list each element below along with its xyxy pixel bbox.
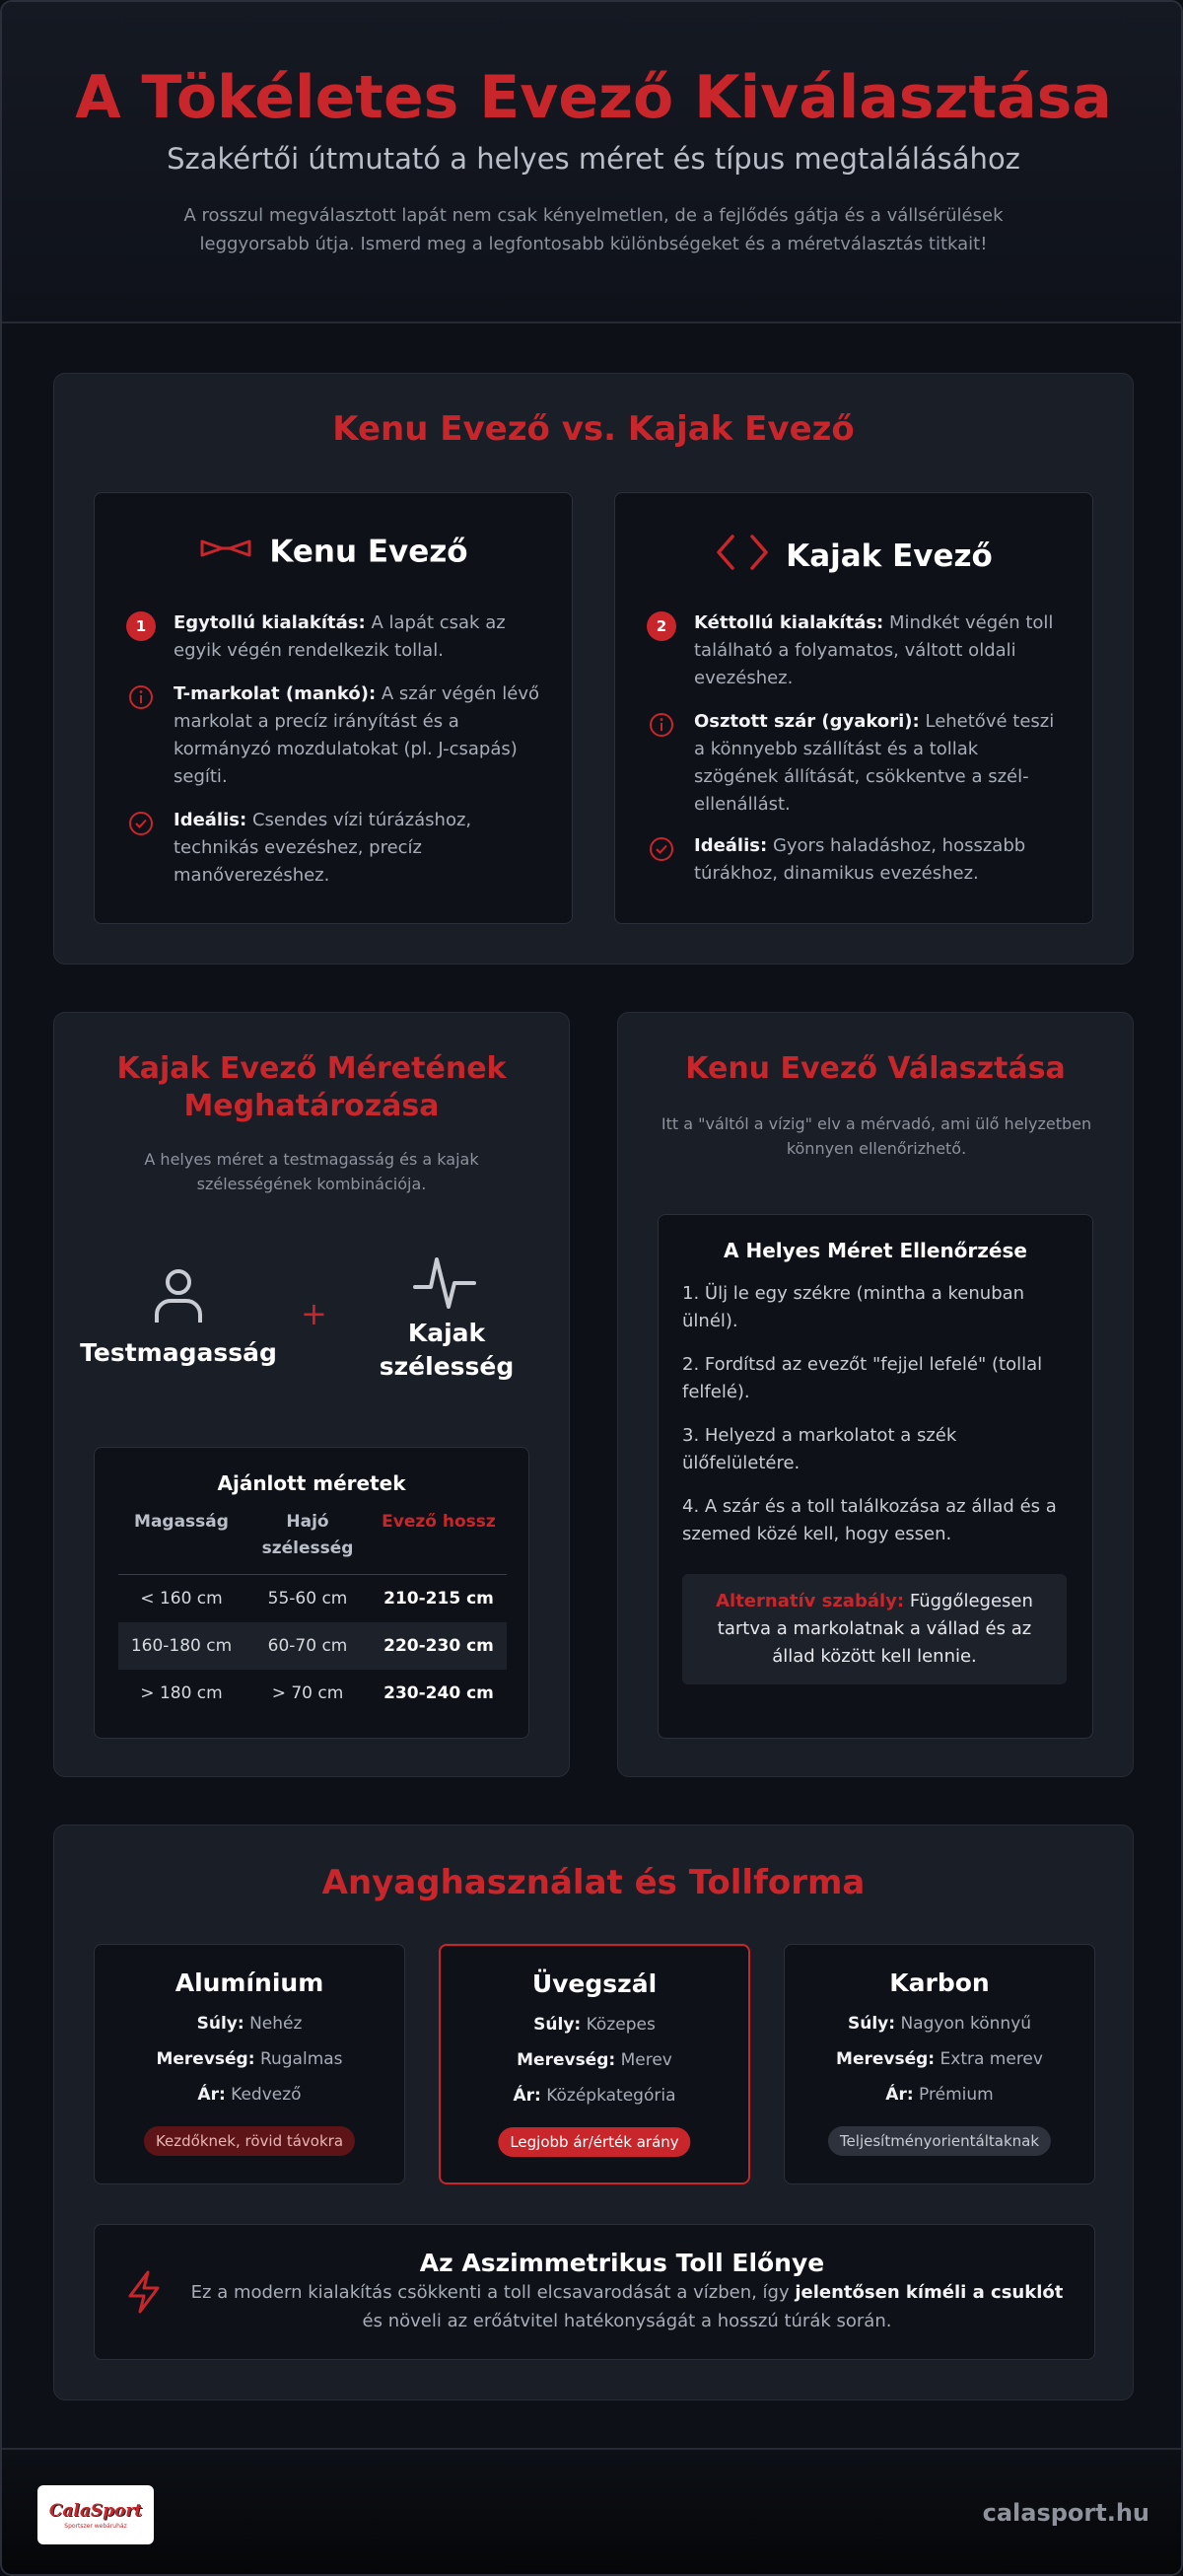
weight-label: Súly:: [847, 2014, 896, 2034]
canoe-paddle-icon: [198, 534, 253, 571]
asymmetric-blade-title: Az Aszimmetrikus Toll Előnye: [419, 2249, 825, 2277]
table-row: [118, 1670, 507, 1717]
canoe-choice-section: [617, 1012, 1134, 1777]
material-badge: Kezdőknek, rövid távokra: [144, 2126, 355, 2156]
stiffness-label: Merevség:: [836, 2049, 936, 2069]
logo-wordmark: CalaSport: [48, 2501, 143, 2521]
feature-text: A szár végén lévő markolat a precíz irányítást és a kormányzó mozdulatokat (pl. J-csapás) segíti.: [174, 683, 540, 787]
kayak-card-header: [615, 533, 1092, 580]
page-intro: A rosszul megválasztott lapát nem csak kényelmetlen, de a fejlődés gátja és a vállsérülések leggyorsabb útja. Ismerd meg a legfontosabb különbségeket és a méretválasztás titkait!: [183, 205, 1004, 254]
feature-text: Mindkét végén toll található a folyamatos, váltott oldali evezéshez.: [694, 612, 1054, 688]
logo-tagline: Sportszer webáruház: [64, 2523, 127, 2530]
weight-value: Nagyon könnyű: [900, 2014, 1032, 2034]
material-card-aluminium: [94, 1944, 405, 2184]
size-table-title: Ajánlott méretek: [217, 1471, 406, 1495]
table-row: [118, 1622, 507, 1670]
material-badge: Legjobb ár/érték arány: [498, 2127, 690, 2157]
feature-label: Ideális:: [174, 810, 247, 830]
feature-label: Osztott szár (gyakori):: [694, 711, 920, 732]
waveform-icon: [413, 1253, 476, 1317]
size-check-card: [658, 1214, 1093, 1739]
alternative-rule-box: [682, 1574, 1067, 1684]
table-cell: 210-215 cm: [371, 1575, 507, 1622]
number-badge: 1: [126, 611, 156, 641]
material-badge: Teljesítményorientáltaknak: [828, 2126, 1051, 2156]
size-check-title: A Helyes Méret Ellenőrzése: [724, 1239, 1027, 1262]
stiffness-label: Merevség:: [156, 2049, 255, 2069]
info-icon: [647, 710, 676, 740]
comparison-title: Kenu Evező vs. Kajak Evező: [332, 409, 855, 449]
page-subtitle: Szakértői útmutató a helyes méret és típus megtalálásához: [167, 142, 1020, 176]
stiffness-value: Extra merev: [939, 2049, 1043, 2069]
feature-text: Lehetővé teszi a könnyebb szállítást és a tollak szögének állítását, csökkentve a szél-ellenállást.: [694, 711, 1055, 815]
table-header: Evező hossz: [382, 1512, 496, 1532]
materials-title: Anyaghasználat és Tollforma: [321, 1863, 866, 1902]
table-cell: > 180 cm: [140, 1682, 223, 1703]
canoe-card-header: [95, 533, 572, 571]
material-weight: [441, 2015, 748, 2035]
weight-value: Nehéz: [249, 2014, 303, 2034]
material-name: Alumínium: [174, 1968, 324, 1997]
check-step-4: 4. A szár és a toll találkozása az állad és a szemed közé kell, hogy essen.: [682, 1496, 1057, 1544]
materials-section: [53, 1825, 1134, 2400]
table-cell: > 70 cm: [271, 1682, 344, 1703]
kayak-card-title: Kajak Evező: [786, 538, 993, 574]
check-circle-icon: [647, 834, 676, 864]
page-header: [2, 2, 1183, 323]
check-circle-icon: [126, 809, 156, 838]
weight-label: Súly:: [533, 2015, 582, 2035]
lightning-icon: [124, 2270, 164, 2318]
feature-text: A lapát csak az egyik végén rendelkezik tollal.: [174, 612, 506, 661]
asymmetric-blade-text: [183, 2278, 1071, 2335]
canoe-feature-1: [126, 609, 540, 665]
price-value: Prémium: [919, 2085, 994, 2105]
table-cell: < 160 cm: [118, 1575, 244, 1622]
stiffness-value: Rugalmas: [259, 2049, 343, 2069]
canoe-choice-title: Kenu Evező Választása: [685, 1051, 1066, 1086]
material-price: [441, 2086, 748, 2106]
material-weight: [785, 2014, 1094, 2034]
kayak-feature-3: [647, 832, 1061, 888]
canoe-card: [94, 492, 573, 924]
stiffness-value: Merev: [620, 2050, 672, 2070]
price-label: Ár:: [885, 2085, 914, 2105]
feature-text: Csendes vízi túrázáshoz, technikás evezéshez, precíz manőverezéshez.: [174, 810, 472, 886]
table-cell: 230-240 cm: [383, 1682, 494, 1703]
asym-text-bold: jelentősen kíméli a csuklót: [795, 2282, 1064, 2303]
kayak-size-title: Kajak Evező Méretének Meghatározása: [116, 1051, 507, 1123]
check-step-1: 1. Ülj le egy székre (mintha a kenuban ülnél).: [682, 1283, 1025, 1331]
price-value: Kedvező: [231, 2085, 302, 2105]
asym-text-part-1: Ez a modern kialakítás csökkenti a toll elcsavarodását a vízben, így: [190, 2282, 790, 2303]
kayak-size-section: [53, 1012, 570, 1777]
code-brackets-icon: [715, 533, 770, 580]
kayak-size-description: A helyes méret a testmagasság és a kajak szélességének kombinációja.: [144, 1150, 479, 1193]
check-step-2: 2. Fordítsd az evezőt "fejjel lefelé" (tollal felfelé).: [682, 1354, 1043, 1402]
asymmetric-blade-card: [94, 2224, 1095, 2360]
price-value: Középkategória: [546, 2086, 676, 2106]
canoe-card-title: Kenu Evező: [269, 534, 468, 570]
feature-label: Ideális:: [694, 835, 768, 856]
table-header: Hajó szélesség: [261, 1512, 354, 1558]
table-cell: 60-70 cm: [244, 1622, 371, 1670]
feature-label: T-markolat (mankó):: [174, 683, 377, 704]
material-card-fiberglass: [439, 1944, 750, 2184]
width-factor-label: Kajak szélesség: [379, 1319, 515, 1381]
page-footer: [2, 2448, 1183, 2576]
kayak-feature-2: [647, 708, 1061, 819]
material-name: Karbon: [889, 1968, 990, 1997]
material-stiffness: [95, 2049, 404, 2069]
table-cell: 220-230 cm: [371, 1622, 507, 1670]
table-cell: 55-60 cm: [244, 1575, 371, 1622]
site-domain[interactable]: calasport.hu: [982, 2499, 1149, 2527]
canoe-feature-3: [126, 807, 540, 890]
table-cell: 160-180 cm: [118, 1622, 244, 1670]
material-stiffness: [785, 2049, 1094, 2069]
alternative-rule-text: Függőlegesen tartva a markolatnak a vállad és az állad között kell lennie.: [717, 1591, 1033, 1667]
canoe-choice-description: Itt a "váltól a vízig" elv a mérvadó, ami ülő helyzetben könnyen ellenőrizhető.: [661, 1114, 1092, 1158]
material-weight: [95, 2014, 404, 2034]
table-row: [118, 1575, 507, 1622]
feature-text: Gyors haladáshoz, hosszabb túrákhoz, dinamikus evezéshez.: [694, 835, 1026, 884]
person-icon: [151, 1267, 206, 1328]
weight-value: Közepes: [586, 2015, 656, 2035]
plus-sign: +: [301, 1295, 327, 1332]
price-label: Ár:: [197, 2085, 226, 2105]
check-step-3: 3. Helyezd a markolatot a szék ülőfelületére.: [682, 1425, 957, 1473]
info-icon: [126, 682, 156, 712]
number-badge: 2: [647, 611, 676, 641]
material-price: [785, 2085, 1094, 2105]
kayak-feature-1: [647, 609, 1061, 692]
canoe-feature-2: [126, 680, 540, 791]
page-title: A Tökéletes Evező Kiválasztása: [75, 63, 1112, 132]
height-factor-label: Testmagasság: [80, 1338, 277, 1367]
kayak-card: [614, 492, 1093, 924]
comparison-section: [53, 373, 1134, 965]
table-header: Magasság: [134, 1512, 229, 1532]
material-name: Üvegszál: [531, 1969, 658, 1998]
material-card-carbon: [784, 1944, 1095, 2184]
material-price: [95, 2085, 404, 2105]
asym-text-part-2: és növeli az erőátvitel hatékonyságát a hosszú túrák során.: [362, 2311, 892, 2331]
stiffness-label: Merevség:: [517, 2050, 616, 2070]
feature-label: Kéttollú kialakítás:: [694, 612, 884, 633]
weight-label: Súly:: [196, 2014, 244, 2034]
size-table: [118, 1509, 507, 1717]
material-stiffness: [441, 2050, 748, 2070]
price-label: Ár:: [513, 2086, 541, 2106]
size-table-card: [94, 1447, 529, 1739]
alternative-rule-label: Alternatív szabály:: [716, 1591, 905, 1611]
feature-label: Egytollú kialakítás:: [174, 612, 366, 633]
calasport-logo[interactable]: [37, 2485, 154, 2544]
